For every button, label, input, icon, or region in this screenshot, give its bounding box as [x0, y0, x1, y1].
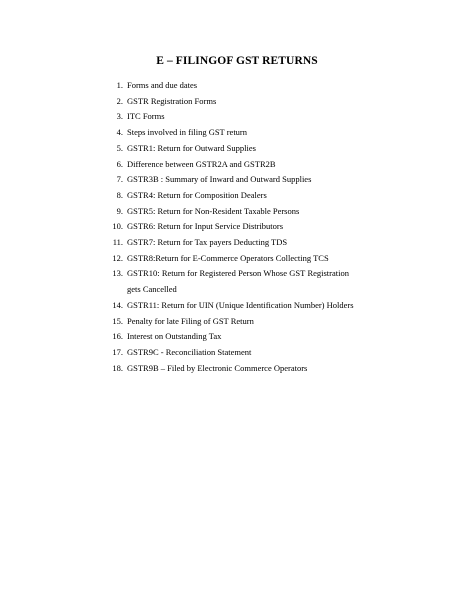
list-item [116, 204, 349, 220]
list-item-text: GSTR1: Return for Outward Supplies [127, 142, 256, 153]
list-item [116, 157, 349, 173]
list-item-number: 1. [116, 80, 123, 90]
list-item-text: GSTR4: Return for Composition Dealers [127, 189, 267, 200]
list-item-number: 7. [116, 174, 123, 185]
list-item [112, 235, 349, 251]
list-item-number: 9. [116, 205, 123, 216]
list-item-text: GSTR10: Return for Registered Person Whose GST Registration gets Cancelled [127, 268, 349, 295]
list-item-text: Difference between GSTR2A and GSTR2B [127, 158, 276, 169]
list-item-text: GSTR7: Return for Tax payers Deducting TDS [127, 237, 288, 248]
list-item [112, 361, 349, 377]
list-item-number: 16. [112, 331, 123, 342]
list-item-number: 6. [116, 158, 123, 169]
list-item [116, 172, 349, 188]
list-item-number: 12. [112, 252, 123, 263]
list-item [112, 329, 349, 345]
list-item [116, 78, 349, 94]
list-item [116, 94, 349, 110]
list-item [112, 266, 349, 297]
list-item-text: GSTR11: Return for UIN (Unique Identification Number) Holders [127, 299, 354, 310]
list-item-text: Penalty for late Filing of GST Return [127, 315, 254, 326]
list-item-number: 5. [116, 142, 123, 153]
list-item-number: 18. [112, 362, 123, 373]
list-item-number: 8. [116, 189, 123, 200]
list-item [112, 219, 349, 235]
topic-list [112, 78, 354, 376]
list-item-number: 2. [116, 95, 123, 106]
list-item [112, 345, 349, 361]
list-item-number: 4. [116, 127, 123, 138]
list-item-text: GSTR9C - Reconciliation Statement [127, 346, 252, 357]
list-item-text: GSTR5: Return for Non-Resident Taxable Persons [127, 205, 300, 216]
list-item-text: GSTR3B : Summary of Inward and Outward Supplies [127, 174, 312, 185]
list-item [116, 141, 349, 157]
list-item-number: 10. [112, 221, 123, 232]
list-item-text: Forms and due dates [127, 80, 198, 90]
page-title: E – FILINGOF GST RETURNS [156, 55, 318, 67]
list-item-text: ITC Forms [127, 111, 165, 122]
list-item [116, 188, 349, 204]
list-item-number: 14. [112, 299, 123, 310]
list-item-text: GSTR9B – Filed by Electronic Commerce Operators [127, 362, 308, 373]
list-item [112, 314, 349, 330]
list-item-text: GSTR6: Return for Input Service Distributors [127, 221, 284, 232]
list-item [116, 125, 349, 141]
list-item-number: 17. [112, 346, 123, 357]
list-item [116, 109, 349, 125]
list-item-number: 11. [112, 237, 123, 248]
list-item-number: 15. [112, 315, 123, 326]
list-item-text: Interest on Outstanding Tax [127, 331, 222, 342]
list-item-number: 3. [116, 111, 123, 122]
list-item-number: 13. [112, 268, 123, 279]
list-item-text: Steps involved in filing GST return [127, 127, 248, 138]
list-item [112, 251, 349, 267]
list-item-text: GSTR Registration Forms [127, 95, 217, 106]
list-item [112, 298, 354, 314]
list-item-text: GSTR8:Return for E-Commerce Operators Collecting TCS [127, 252, 329, 263]
